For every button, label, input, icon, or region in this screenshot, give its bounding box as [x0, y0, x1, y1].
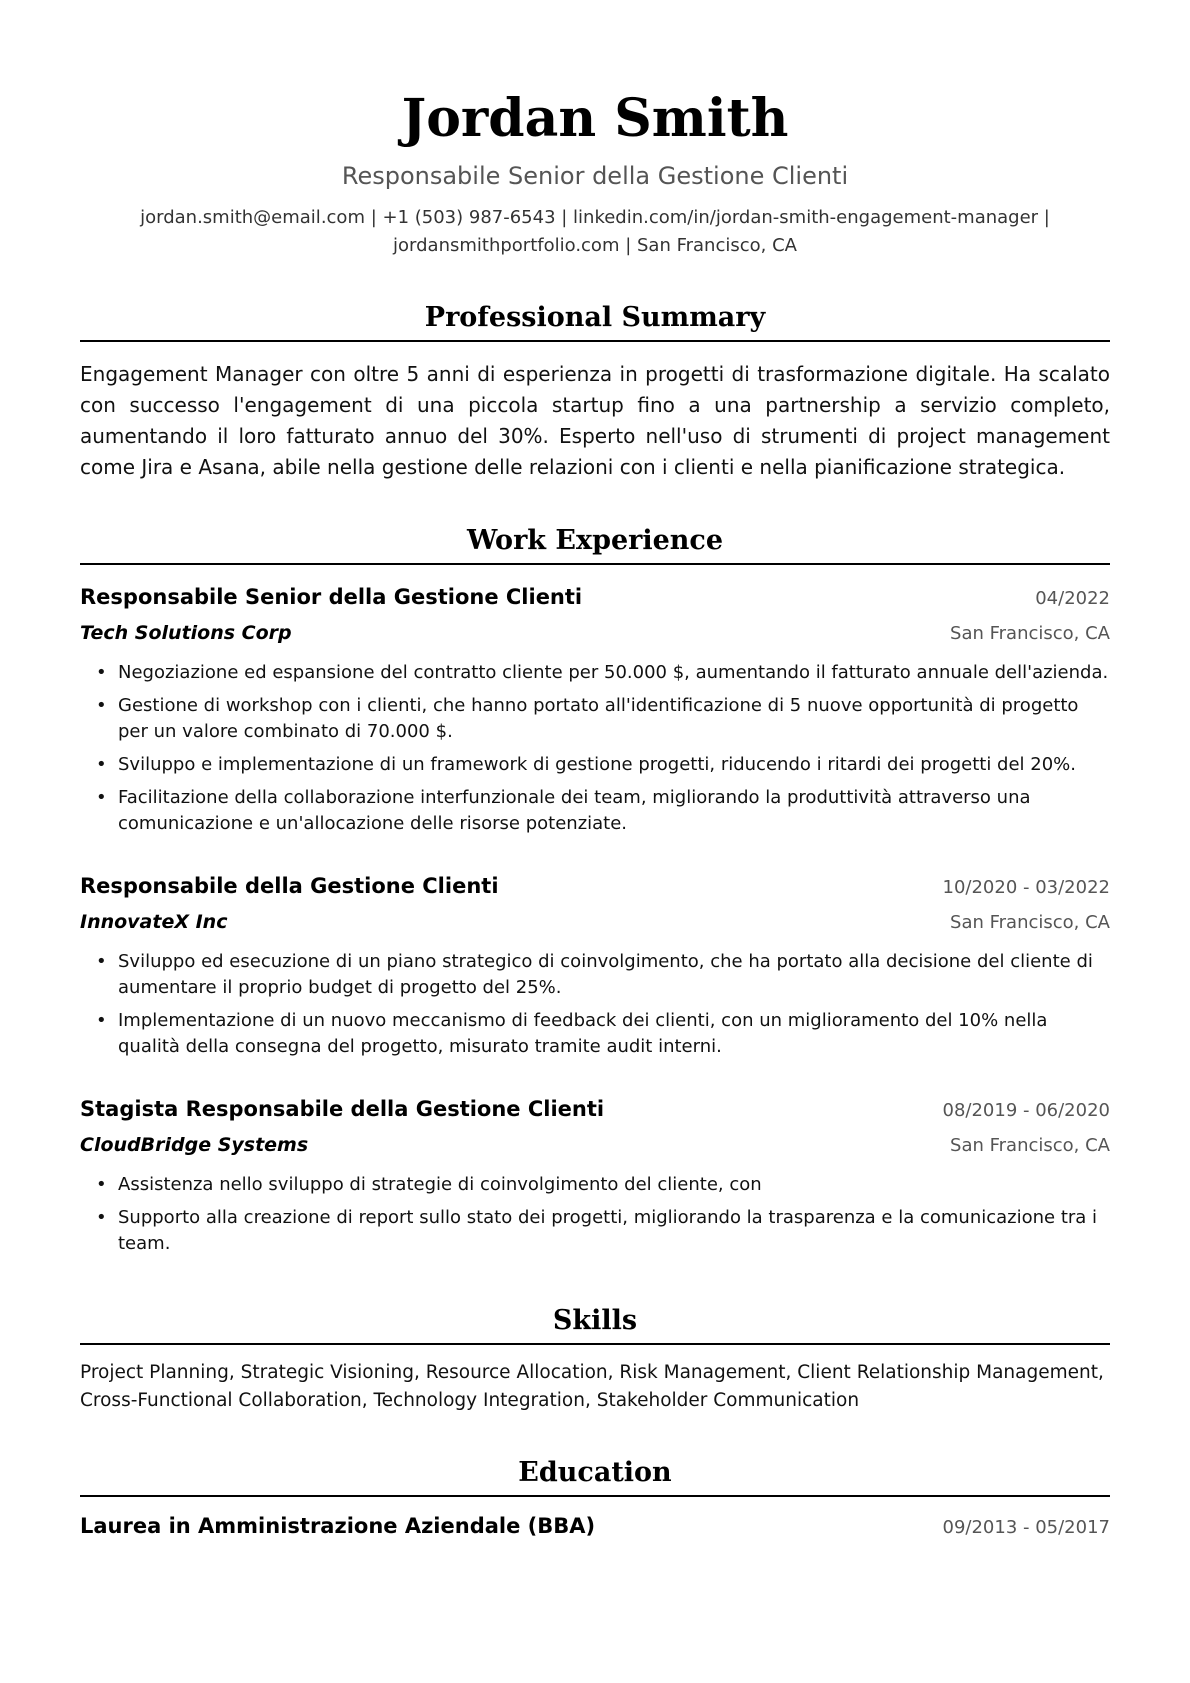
contact-line-1: jordan.smith@email.com | +1 (503) 987-6543 | linkedin.com/in/jordan-smith-engagement-manager |: [140, 207, 1050, 228]
job-bullet: • Assistenza nello sviluppo di strategie di coinvolgimento del cliente, con: [118, 1172, 1110, 1198]
skills-divider: [80, 1343, 1110, 1345]
experience-heading: Work Experience: [466, 525, 724, 556]
education-date: 09/2013 - 05/2017: [942, 1517, 1110, 1538]
summary-heading: Professional Summary: [424, 302, 766, 333]
skills-text: Project Planning, Strategic Visioning, Resource Allocation, Risk Management, Client Relationship Management, Cross-Functional Collaboration, Technology Integration, Stakeholder Communication: [80, 1362, 1104, 1411]
job-entry: [80, 869, 1110, 1060]
contact-info: [80, 204, 1110, 260]
job-location: San Francisco, CA: [950, 623, 1110, 644]
summary-section: [80, 300, 1110, 483]
job-title: Stagista Responsabile della Gestione Clienti: [80, 1097, 605, 1121]
experience-divider: [80, 563, 1110, 565]
job-header-row: [80, 869, 1110, 905]
job-location: San Francisco, CA: [950, 1135, 1110, 1156]
job-date: 04/2022: [1035, 588, 1110, 609]
candidate-title: Responsabile Senior della Gestione Clienti: [341, 162, 849, 190]
job-date: 08/2019 - 06/2020: [942, 1100, 1110, 1121]
job-entry: [80, 580, 1110, 837]
job-company-row: [80, 905, 1110, 940]
education-degree: Laurea in Amministrazione Aziendale (BBA): [80, 1514, 596, 1538]
job-company: InnovateX Inc: [80, 911, 228, 933]
skills-heading: Skills: [552, 1305, 638, 1336]
education-section: [80, 1455, 1110, 1545]
job-header-row: [80, 580, 1110, 616]
job-title: Responsabile della Gestione Clienti: [80, 874, 499, 898]
job-title: Responsabile Senior della Gestione Clienti: [80, 585, 583, 609]
summary-divider: [80, 340, 1110, 342]
job-header-row: [80, 1092, 1110, 1128]
candidate-name: Jordan Smith: [401, 88, 789, 149]
job-bullet: • Gestione di workshop con i clienti, che hanno portato all'identificazione di 5 nuove opportunità di progetto per un valore combinato di 70.000 $.: [118, 693, 1110, 745]
resume-header: [80, 0, 1110, 260]
job-company: CloudBridge Systems: [80, 1134, 309, 1156]
job-bullets: [80, 949, 1110, 1060]
job-bullet: • Sviluppo ed esecuzione di un piano strategico di coinvolgimento, che ha portato alla decisione del cliente di aumentare il proprio budget di progetto del 25%.: [118, 949, 1110, 1001]
skills-section: [80, 1303, 1110, 1415]
job-bullet: • Sviluppo e implementazione di un framework di gestione progetti, riducendo i ritardi dei progetti del 20%.: [118, 752, 1110, 778]
job-bullet: • Negoziazione ed espansione del contratto cliente per 50.000 $, aumentando il fatturato annuale dell'azienda.: [118, 660, 1110, 686]
job-location: San Francisco, CA: [950, 912, 1110, 933]
experience-section: [80, 523, 1110, 1257]
job-bullets: [80, 660, 1110, 837]
job-bullet: • Supporto alla creazione di report sullo stato dei progetti, migliorando la trasparenza e la comunicazione tra i team.: [118, 1205, 1110, 1257]
job-bullet: • Facilitazione della collaborazione interfunzionale dei team, migliorando la produttività attraverso una comunicazione e un'allocazione delle risorse potenziate.: [118, 785, 1110, 837]
job-bullet: • Implementazione di un nuovo meccanismo di feedback dei clienti, con un miglioramento del 10% nella qualità della consegna del progetto, misurato tramite audit interni.: [118, 1008, 1110, 1060]
job-bullets: [80, 1172, 1110, 1257]
education-heading: Education: [518, 1457, 672, 1488]
job-company-row: [80, 1128, 1110, 1163]
education-divider: [80, 1495, 1110, 1497]
contact-line-2: jordansmithportfolio.com | San Francisco, CA: [393, 235, 797, 256]
job-entry: [80, 1092, 1110, 1257]
job-company-row: [80, 616, 1110, 651]
job-company: Tech Solutions Corp: [80, 622, 292, 644]
education-entry: [80, 1509, 1110, 1545]
job-date: 10/2020 - 03/2022: [942, 877, 1110, 898]
summary-text: Engagement Manager con oltre 5 anni di esperienza in progetti di trasformazione digitale. Ha scalato con successo l'engagement di una piccola startup fino a una partnership a servizio completo, aumentando il loro fatturato annuo del 30%. Esperto nell'uso di strumenti di project management come Jira e Asana, abile nella gestione delle relazioni con i clienti e nella pianificazione strategica.: [80, 362, 1110, 479]
